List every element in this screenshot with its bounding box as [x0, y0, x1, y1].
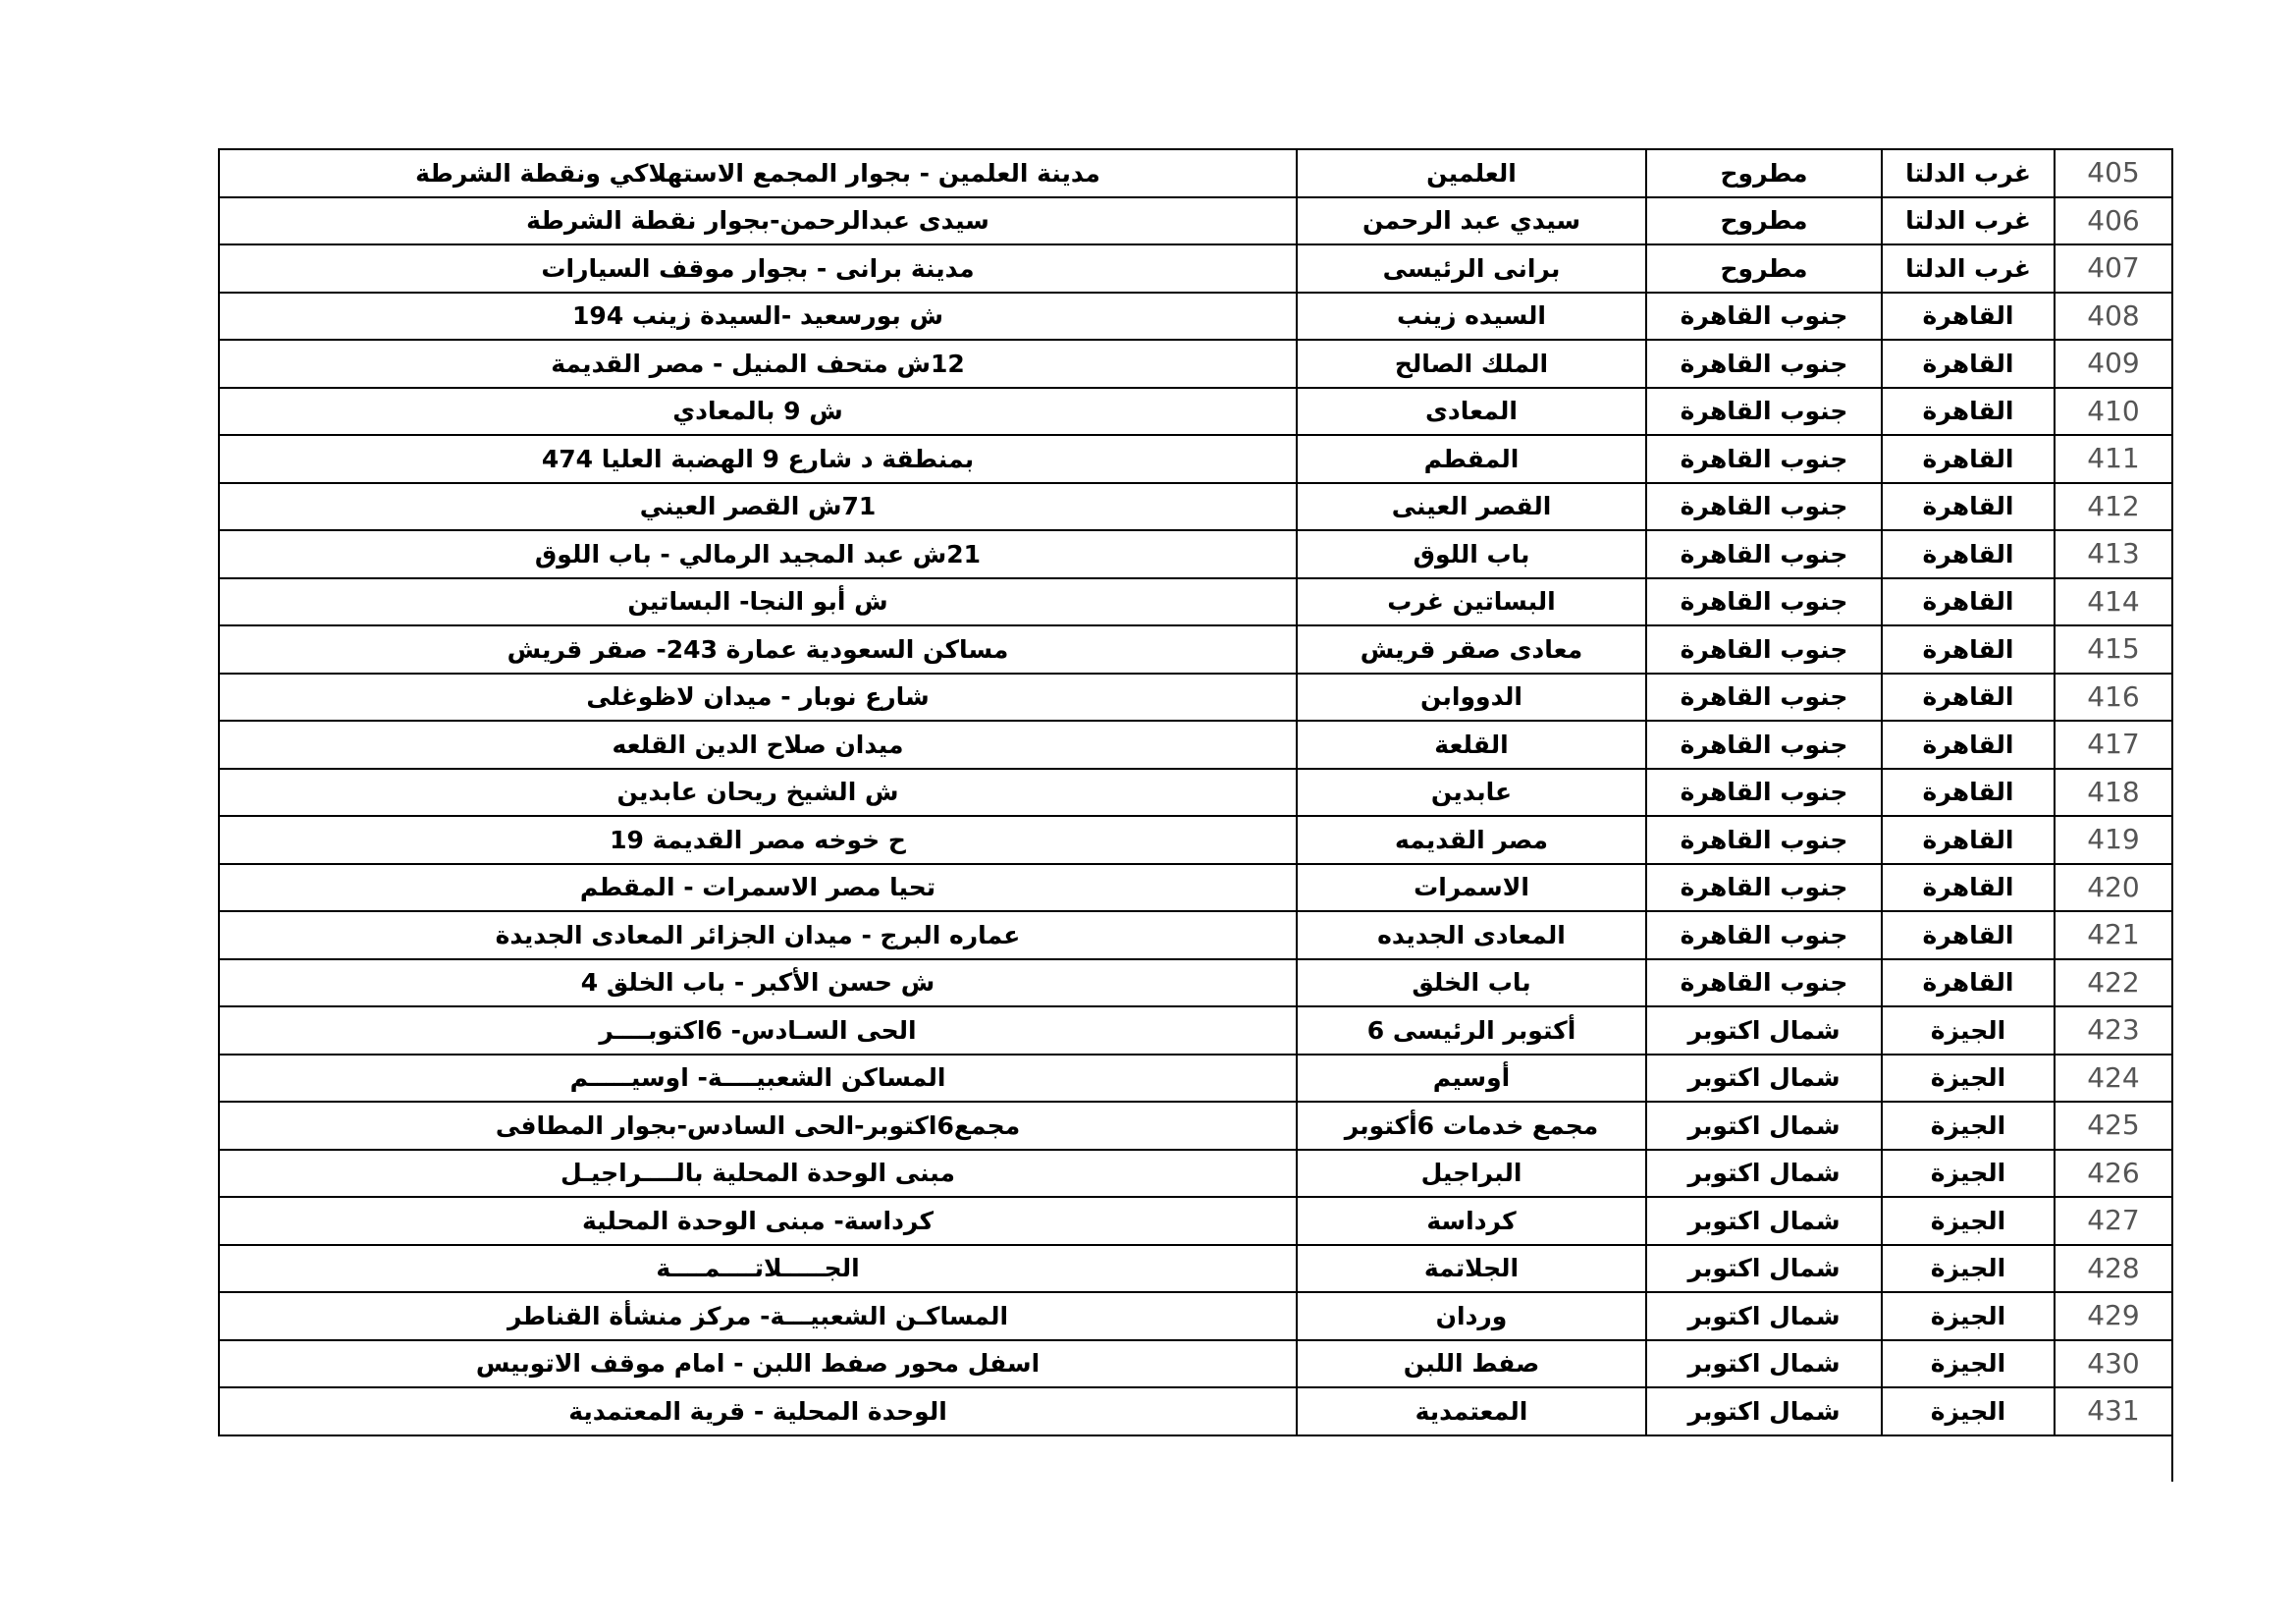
office-cell: معادى صقر قريش [1297, 625, 1646, 674]
table-row [219, 1340, 2171, 1388]
sector-cell: جنوب القاهرة [1646, 959, 1882, 1007]
row-number-cell: 413 [2055, 530, 2171, 578]
sector-cell: شمال اكتوبر [1646, 1387, 1882, 1435]
address-cell: الجـــــلاتــــمــــة [219, 1245, 1297, 1293]
address-cell: ش الشيخ ريحان عابدين [219, 769, 1297, 817]
address-cell: سيدى عبدالرحمن-بجوار نقطة الشرطة [219, 197, 1297, 245]
sector-cell: شمال اكتوبر [1646, 1292, 1882, 1340]
address-cell: المساكن الشعبيــــة- اوسيـــــم [219, 1055, 1297, 1103]
row-number-cell: 429 [2055, 1292, 2171, 1340]
region-cell: الجيزة [1882, 1292, 2055, 1340]
row-number-cell: 410 [2055, 388, 2171, 436]
table-row [219, 340, 2171, 388]
sector-cell: جنوب القاهرة [1646, 625, 1882, 674]
office-cell: البساتين غرب [1297, 578, 1646, 626]
sector-cell: شمال اكتوبر [1646, 1197, 1882, 1245]
sector-cell: مطروح [1646, 149, 1882, 197]
address-cell: ميدان صلاح الدين القلعه [219, 721, 1297, 769]
address-cell: ش 9 بالمعادي [219, 388, 1297, 436]
address-cell: 21ش عبد المجيد الرمالي - باب اللوق [219, 530, 1297, 578]
row-number-cell: 406 [2055, 197, 2171, 245]
row-number-cell: 428 [2055, 1245, 2171, 1293]
office-cell: العلمين [1297, 149, 1646, 197]
table-row [219, 1102, 2171, 1150]
row-number-cell: 415 [2055, 625, 2171, 674]
region-cell: القاهرة [1882, 769, 2055, 817]
region-cell: القاهرة [1882, 674, 2055, 722]
address-cell: بمنطقة د شارع 9 الهضبة العليا 474 [219, 435, 1297, 483]
region-cell: القاهرة [1882, 816, 2055, 864]
sector-cell: شمال اكتوبر [1646, 1102, 1882, 1150]
region-cell: القاهرة [1882, 625, 2055, 674]
region-cell: غرب الدلتا [1882, 197, 2055, 245]
table-row [219, 530, 2171, 578]
table-row [219, 959, 2171, 1007]
office-cell: سيدي عبد الرحمن [1297, 197, 1646, 245]
region-cell: القاهرة [1882, 721, 2055, 769]
office-cell: باب الخلق [1297, 959, 1646, 1007]
row-number-cell: 414 [2055, 578, 2171, 626]
address-cell: مدينة برانى - بجوار موقف السيارات [219, 244, 1297, 293]
row-number-cell: 407 [2055, 244, 2171, 293]
address-cell: ش حسن الأكبر - باب الخلق 4 [219, 959, 1297, 1007]
office-cell: صفط اللبن [1297, 1340, 1646, 1388]
row-number-cell: 409 [2055, 340, 2171, 388]
region-cell: الجيزة [1882, 1055, 2055, 1103]
table-right-rule [2171, 148, 2173, 1482]
row-number-cell: 424 [2055, 1055, 2171, 1103]
sector-cell: جنوب القاهرة [1646, 388, 1882, 436]
row-number-cell: 419 [2055, 816, 2171, 864]
office-cell: الملك الصالح [1297, 340, 1646, 388]
sector-cell: مطروح [1646, 197, 1882, 245]
office-cell: وردان [1297, 1292, 1646, 1340]
office-cell: المعتمدية [1297, 1387, 1646, 1435]
address-cell: ش بورسعيد -السيدة زينب 194 [219, 293, 1297, 341]
row-number-cell: 420 [2055, 864, 2171, 912]
office-cell: الاسمرات [1297, 864, 1646, 912]
row-number-cell: 412 [2055, 483, 2171, 531]
sector-cell: جنوب القاهرة [1646, 435, 1882, 483]
region-cell: الجيزة [1882, 1387, 2055, 1435]
sector-cell: جنوب القاهرة [1646, 578, 1882, 626]
table-row [219, 197, 2171, 245]
row-number-cell: 427 [2055, 1197, 2171, 1245]
address-cell: مبنى الوحدة المحلية بالــــراجيـل [219, 1150, 1297, 1198]
sector-cell: جنوب القاهرة [1646, 864, 1882, 912]
sector-cell: جنوب القاهرة [1646, 293, 1882, 341]
table-row [219, 1387, 2171, 1435]
table-row [219, 149, 2171, 197]
sector-cell: جنوب القاهرة [1646, 721, 1882, 769]
region-cell: القاهرة [1882, 911, 2055, 959]
office-cell: أوسيم [1297, 1055, 1646, 1103]
office-cell: القلعة [1297, 721, 1646, 769]
office-cell: البراجيل [1297, 1150, 1646, 1198]
office-cell: مجمع خدمات 6أكتوبر [1297, 1102, 1646, 1150]
office-cell: كرداسة [1297, 1197, 1646, 1245]
office-cell: المعادى [1297, 388, 1646, 436]
sector-cell: شمال اكتوبر [1646, 1055, 1882, 1103]
table-row [219, 1292, 2171, 1340]
table-row [219, 293, 2171, 341]
table-row [219, 911, 2171, 959]
sector-cell: شمال اكتوبر [1646, 1006, 1882, 1055]
address-cell: شارع نوبار - ميدان لاظوغلى [219, 674, 1297, 722]
region-cell: القاهرة [1882, 959, 2055, 1007]
region-cell: القاهرة [1882, 388, 2055, 436]
office-cell: المقطم [1297, 435, 1646, 483]
table-row [219, 864, 2171, 912]
region-cell: الجيزة [1882, 1245, 2055, 1293]
table-row [219, 1245, 2171, 1293]
region-cell: الجيزة [1882, 1006, 2055, 1055]
table-row [219, 816, 2171, 864]
table-row [219, 625, 2171, 674]
address-cell: مجمع6اكتوبر-الحى السادس-بجوار المطافى [219, 1102, 1297, 1150]
row-number-cell: 416 [2055, 674, 2171, 722]
address-cell: ش أبو النجا- البساتين [219, 578, 1297, 626]
sector-cell: شمال اكتوبر [1646, 1245, 1882, 1293]
office-cell: أكتوبر الرئيسى 6 [1297, 1006, 1646, 1055]
address-cell: عماره البرج - ميدان الجزائر المعادى الجديدة [219, 911, 1297, 959]
region-cell: الجيزة [1882, 1340, 2055, 1388]
address-cell: كرداسة- مبنى الوحدة المحلية [219, 1197, 1297, 1245]
table-row [219, 674, 2171, 722]
sector-cell: جنوب القاهرة [1646, 340, 1882, 388]
table-row [219, 435, 2171, 483]
table-row [219, 578, 2171, 626]
row-number-cell: 408 [2055, 293, 2171, 341]
offices-table [218, 148, 2171, 1436]
office-cell: برانى الرئيسى [1297, 244, 1646, 293]
sector-cell: جنوب القاهرة [1646, 816, 1882, 864]
table-row [219, 1055, 2171, 1103]
office-cell: المعادى الجديده [1297, 911, 1646, 959]
table-row [219, 1197, 2171, 1245]
address-cell: مساكن السعودية عمارة 243- صقر قريش [219, 625, 1297, 674]
office-cell: باب اللوق [1297, 530, 1646, 578]
region-cell: القاهرة [1882, 483, 2055, 531]
sector-cell: جنوب القاهرة [1646, 483, 1882, 531]
address-cell: 71ش القصر العيني [219, 483, 1297, 531]
offices-table-body [219, 149, 2171, 1435]
region-cell: الجيزة [1882, 1150, 2055, 1198]
address-cell: الوحدة المحلية - قرية المعتمدية [219, 1387, 1297, 1435]
address-cell: الحى السـادس- 6اكتوبــــر [219, 1006, 1297, 1055]
address-cell: المساكـن الشعبيـــة- مركز منشأة القناطر [219, 1292, 1297, 1340]
row-number-cell: 422 [2055, 959, 2171, 1007]
address-cell: 12ش متحف المنيل - مصر القديمة [219, 340, 1297, 388]
address-cell: اسفل محور صفط اللبن - امام موقف الاتوبيس [219, 1340, 1297, 1388]
row-number-cell: 431 [2055, 1387, 2171, 1435]
office-cell: السيده زينب [1297, 293, 1646, 341]
region-cell: القاهرة [1882, 340, 2055, 388]
row-number-cell: 426 [2055, 1150, 2171, 1198]
sector-cell: شمال اكتوبر [1646, 1340, 1882, 1388]
region-cell: القاهرة [1882, 530, 2055, 578]
table-row [219, 1006, 2171, 1055]
office-cell: عابدين [1297, 769, 1646, 817]
sector-cell: جنوب القاهرة [1646, 674, 1882, 722]
address-cell: ح خوخه مصر القديمة 19 [219, 816, 1297, 864]
table-row [219, 244, 2171, 293]
sector-cell: جنوب القاهرة [1646, 911, 1882, 959]
region-cell: الجيزة [1882, 1197, 2055, 1245]
row-number-cell: 430 [2055, 1340, 2171, 1388]
sector-cell: جنوب القاهرة [1646, 530, 1882, 578]
row-number-cell: 423 [2055, 1006, 2171, 1055]
table-row [219, 721, 2171, 769]
table-row [219, 388, 2171, 436]
row-number-cell: 425 [2055, 1102, 2171, 1150]
table-row [219, 769, 2171, 817]
sector-cell: مطروح [1646, 244, 1882, 293]
table-row [219, 483, 2171, 531]
region-cell: القاهرة [1882, 293, 2055, 341]
address-cell: تحيا مصر الاسمرات - المقطم [219, 864, 1297, 912]
office-cell: الدووابن [1297, 674, 1646, 722]
region-cell: القاهرة [1882, 578, 2055, 626]
office-cell: الجلاتمة [1297, 1245, 1646, 1293]
row-number-cell: 421 [2055, 911, 2171, 959]
sector-cell: شمال اكتوبر [1646, 1150, 1882, 1198]
address-cell: مدينة العلمين - بجوار المجمع الاستهلاكي ونقطة الشرطة [219, 149, 1297, 197]
region-cell: القاهرة [1882, 435, 2055, 483]
office-cell: القصر العينى [1297, 483, 1646, 531]
sector-cell: جنوب القاهرة [1646, 769, 1882, 817]
office-cell: مصر القديمه [1297, 816, 1646, 864]
region-cell: الجيزة [1882, 1102, 2055, 1150]
table-row [219, 1150, 2171, 1198]
row-number-cell: 405 [2055, 149, 2171, 197]
row-number-cell: 411 [2055, 435, 2171, 483]
region-cell: القاهرة [1882, 864, 2055, 912]
row-number-cell: 418 [2055, 769, 2171, 817]
row-number-cell: 417 [2055, 721, 2171, 769]
region-cell: غرب الدلتا [1882, 244, 2055, 293]
region-cell: غرب الدلتا [1882, 149, 2055, 197]
